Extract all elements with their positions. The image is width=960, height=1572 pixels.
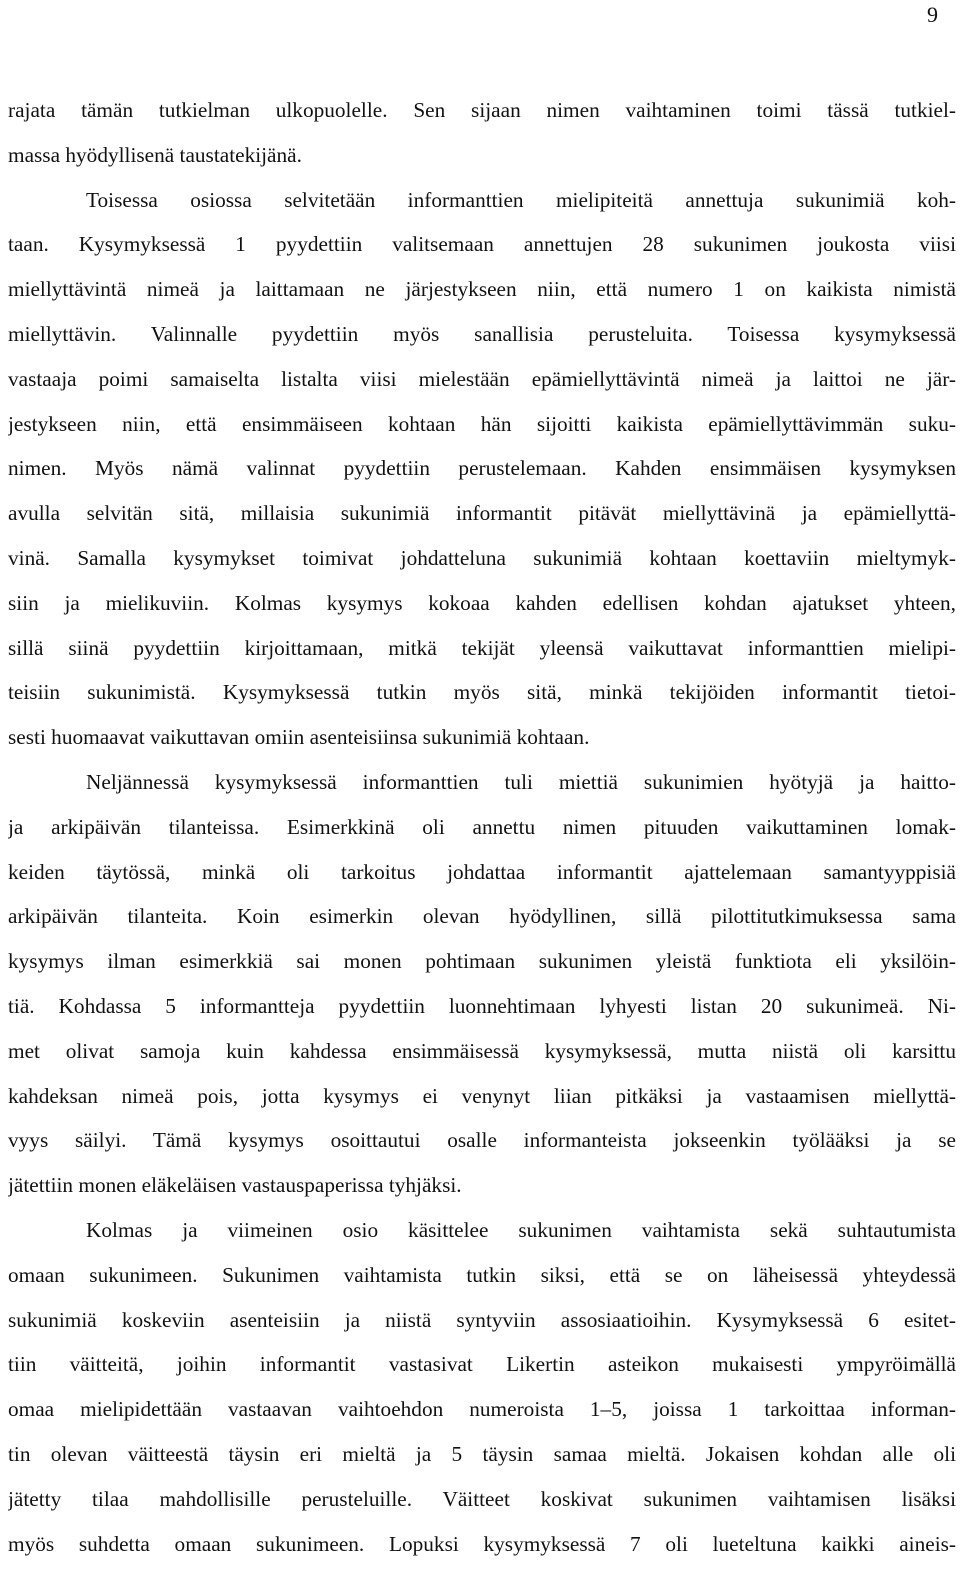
text-line: sesti huomaavat vaikuttavan omiin asenteisiinsa sukunimiä kohtaan.: [8, 725, 590, 750]
text-line: teisiin sukunimistä. Kysymyksessä tutkin myös sitä, minkä tekijöiden informantit tietoi-: [8, 680, 956, 705]
text-line: rajata tämän tutkielman ulkopuolelle. Sen sijaan nimen vaihtaminen toimi tässä tutkiel-: [8, 98, 956, 122]
text-line: jätetty tilaa mahdollisille perusteluille. Väitteet koskivat sukunimen vaihtamisen lisäksi: [8, 1486, 956, 1511]
text-line: tiä. Kohdassa 5 informantteja pyydettiin luonnehtimaan lyhyesti listan 20 sukunimeä. Ni-: [8, 993, 956, 1018]
text-line: siin ja mielikuviin. Kolmas kysymys kokoaa kahden edellisen kohdan ajatukset yhteen,: [8, 590, 956, 615]
text-line: tiin väitteitä, joihin informantit vastasivat Likertin asteikon mukaisesti ympyröimällä: [8, 1352, 956, 1377]
text-line: jestykseen niin, että ensimmäiseen kohtaan hän sijoitti kaikista epämiellyttävimmän suku-: [8, 411, 956, 436]
text-line: arkipäivän tilanteita. Koin esimerkin olevan hyödyllinen, sillä pilottitutkimuksessa sama: [8, 904, 956, 929]
text-line: keiden täytössä, minkä oli tarkoitus johdattaa informantit ajattelemaan samantyyppisiä: [8, 859, 956, 884]
text-line: ja arkipäivän tilanteissa. Esimerkkinä oli annettu nimen pituuden vaikuttaminen lomak-: [8, 814, 956, 839]
text-line: jätettiin monen eläkeläisen vastauspaperissa tyhjäksi.: [8, 1173, 462, 1198]
text-line: miellyttävintä nimeä ja laittamaan ne järjestykseen niin, että numero 1 on kaikista nimistä: [8, 277, 956, 302]
text-line: omaa mielipidettään vastaavan vaihtoehdon numeroista 1–5, joissa 1 tarkoittaa informan-: [8, 1397, 956, 1422]
text-line: tin olevan väitteestä täysin eri mieltä ja 5 täysin samaa mieltä. Jokaisen kohdan alle oli: [8, 1441, 956, 1466]
text-line: sukunimiä koskeviin asenteisiin ja niistä syntyviin assosiaatioihin. Kysymyksessä 6 esitet-: [8, 1307, 956, 1332]
text-line: kahdeksan nimeä pois, jotta kysymys ei venynyt liian pitkäksi ja vastaamisen miellyttä-: [8, 1083, 956, 1108]
text-line: taan. Kysymyksessä 1 pyydettiin valitsemaan annettujen 28 sukunimen joukosta viisi: [8, 232, 956, 257]
text-line: Neljännessä kysymyksessä informanttien tuli miettiä sukunimien hyötyjä ja haitto-: [86, 769, 956, 794]
text-line: Toisessa osiossa selvitetään informanttien mielipiteitä annettuja sukunimiä koh-: [86, 187, 956, 212]
page-number: 9: [927, 2, 938, 27]
text-line: vastaaja poimi samaiselta listalta viisi mielestään epämiellyttävintä nimeä ja laittoi ne jär-: [8, 366, 956, 391]
text-line: Kolmas ja viimeinen osio käsittelee sukunimen vaihtamista sekä suhtautumista: [86, 1217, 956, 1242]
text-line: omaan sukunimeen. Sukunimen vaihtamista tutkin siksi, että se on läheisessä yhteydessä: [8, 1262, 956, 1287]
text-line: vyys säilyi. Tämä kysymys osoittautui osalle informanteista jokseenkin työlääksi ja se: [8, 1128, 956, 1153]
text-line: avulla selvitän sitä, millaisia sukunimiä informantit pitävät miellyttävinä ja epämiellyttä-: [8, 501, 956, 526]
text-line: sillä siinä pyydettiin kirjoittamaan, mitkä tekijät yleensä vaikuttavat informanttien mielipi-: [8, 635, 956, 660]
text-line: massa hyödyllisenä taustatekijänä.: [8, 142, 302, 167]
text-line: miellyttävin. Valinnalle pyydettiin myös sanallisia perusteluita. Toisessa kysymyksessä: [8, 321, 956, 346]
text-line: nimen. Myös nämä valinnat pyydettiin perustelemaan. Kahden ensimmäisen kysymyksen: [8, 456, 956, 481]
text-line: kysymys ilman esimerkkiä sai monen pohtimaan sukunimen yleistä funktiota eli yksilöin-: [8, 949, 956, 974]
text-line: met olivat samoja kuin kahdessa ensimmäisessä kysymyksessä, mutta niistä oli karsittu: [8, 1038, 956, 1063]
body-text: [8, 94, 956, 1572]
text-line: myös suhdetta omaan sukunimeen. Lopuksi kysymyksessä 7 oli lueteltuna kaikki aineis-: [8, 1531, 956, 1556]
text-line: vinä. Samalla kysymykset toimivat johdatteluna sukunimiä kohtaan koettaviin mieltymyk-: [8, 545, 956, 570]
